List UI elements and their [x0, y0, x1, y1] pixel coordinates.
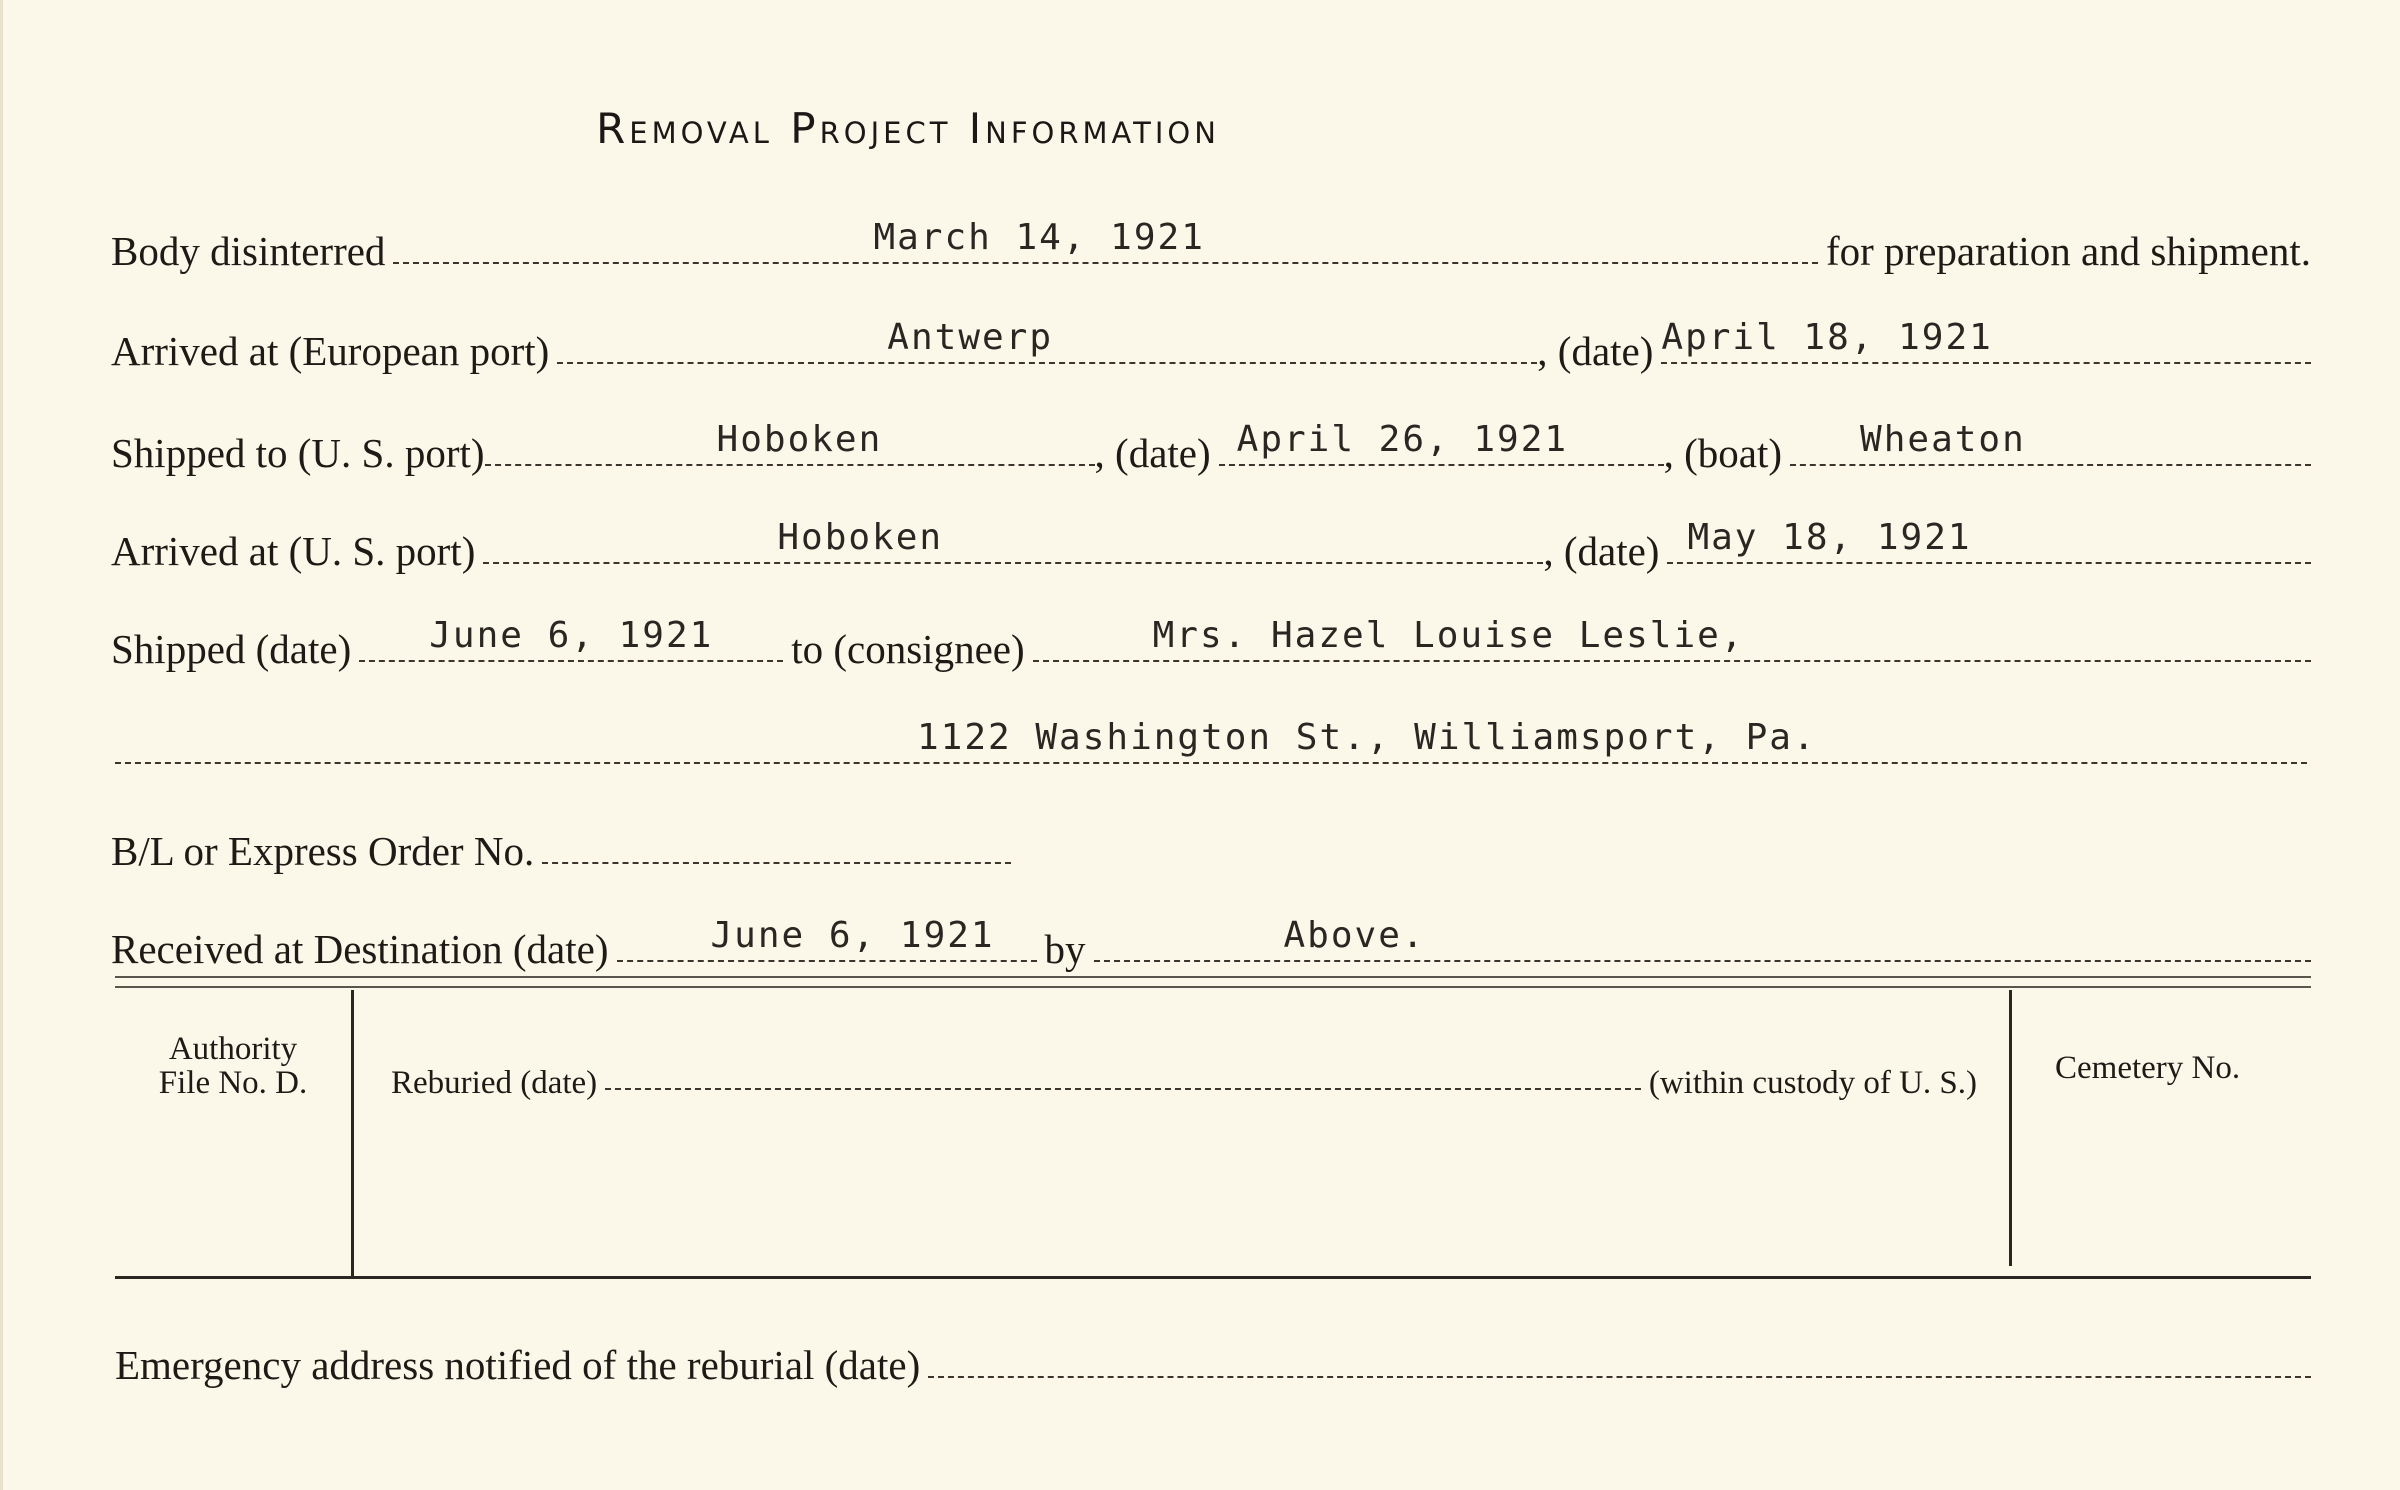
shipped-date-label: Shipped (date): [111, 626, 352, 672]
arrived-us-date-label: , (date): [1543, 528, 1660, 574]
consignee-label: to (consignee): [791, 626, 1025, 672]
received-date-field[interactable]: [617, 915, 1037, 962]
received-by-label: by: [1044, 926, 1086, 972]
row-disinterred: [111, 212, 2311, 272]
box-divider-left: [351, 990, 354, 1278]
custody-label: (within custody of U. S.): [1648, 1065, 1977, 1101]
disinterred-label: Body disinterred: [111, 228, 386, 274]
arrived-us-port-value: Hoboken: [777, 517, 944, 558]
address-field[interactable]: [115, 717, 2307, 764]
arrived-us-date-field[interactable]: [1667, 517, 2311, 564]
shipped-date-value: June 6, 1921: [429, 615, 714, 656]
arrived-us-port-label: Arrived at (U. S. port): [111, 528, 476, 574]
row-shipped-us-port: [111, 414, 2311, 474]
emergency-date-field[interactable]: [928, 1336, 2311, 1378]
reburied-label: Reburied (date): [391, 1065, 598, 1101]
row-arrived-us-port: [111, 512, 2311, 572]
shipped-us-boat-label: , (boat): [1663, 430, 1783, 476]
emergency-label: Emergency address notified of the reburial (date): [115, 1342, 921, 1388]
european-date-value: April 18, 1921: [1661, 317, 1993, 358]
row-address: [115, 712, 2307, 772]
european-port-value: Antwerp: [887, 317, 1054, 358]
row-european-port: [111, 312, 2311, 372]
european-port-field[interactable]: [557, 317, 1537, 364]
shipped-us-date-value: April 26, 1921: [1236, 419, 1569, 460]
shipped-us-port-field[interactable]: [485, 419, 1095, 466]
shipped-us-date-field[interactable]: [1219, 419, 1664, 466]
disinterred-field[interactable]: [393, 217, 1818, 264]
row-reburied: [391, 1040, 1977, 1100]
double-divider: [115, 976, 2311, 988]
box-divider-right: [2009, 990, 2012, 1266]
shipped-us-boat-value: Wheaton: [1860, 419, 2026, 460]
european-date-label: , (date): [1537, 328, 1654, 374]
consignee-field[interactable]: [1033, 615, 2311, 662]
authority-label-line2: File No. D.: [158, 1065, 308, 1101]
row-emergency: [115, 1326, 2311, 1386]
received-date-value: June 6, 1921: [710, 915, 995, 956]
authority-label-line1: Authority: [168, 1031, 298, 1067]
row-shipped: [111, 610, 2311, 670]
received-by-value: Above.: [1283, 915, 1426, 956]
shipped-us-boat-field[interactable]: [1790, 419, 2311, 466]
bl-field[interactable]: [542, 822, 1011, 864]
cemetery-no-label: Cemetery No.: [2055, 1050, 2241, 1086]
shipped-us-date-label: , (date): [1094, 430, 1211, 476]
european-port-label: Arrived at (European port): [111, 328, 550, 374]
address-value: 1122 Washington St., Williamsport, Pa.: [917, 717, 1817, 758]
bl-label: B/L or Express Order No.: [111, 828, 535, 874]
reburied-field[interactable]: [605, 1058, 1641, 1090]
disinterred-value: March 14, 1921: [873, 217, 1205, 258]
received-label: Received at Destination (date): [111, 926, 609, 972]
consignee-value: Mrs. Hazel Louise Leslie,: [1152, 615, 1745, 656]
received-by-field[interactable]: [1094, 915, 2312, 962]
european-date-field[interactable]: [1661, 317, 2311, 364]
shipped-date-field[interactable]: [359, 615, 783, 662]
arrived-us-date-value: May 18, 1921: [1687, 517, 1972, 558]
row-received: [111, 910, 2311, 970]
arrived-us-port-field[interactable]: [483, 517, 1543, 564]
shipped-us-port-label: Shipped to (U. S. port): [111, 430, 485, 476]
shipped-us-port-value: Hoboken: [716, 419, 883, 460]
disinterred-suffix: for preparation and shipment.: [1825, 228, 2311, 274]
page-title: Removal Project Information: [596, 104, 1220, 153]
box-bottom-rule: [115, 1276, 2311, 1279]
authority-file-label: [115, 1032, 351, 1100]
row-bl: [111, 812, 1011, 872]
